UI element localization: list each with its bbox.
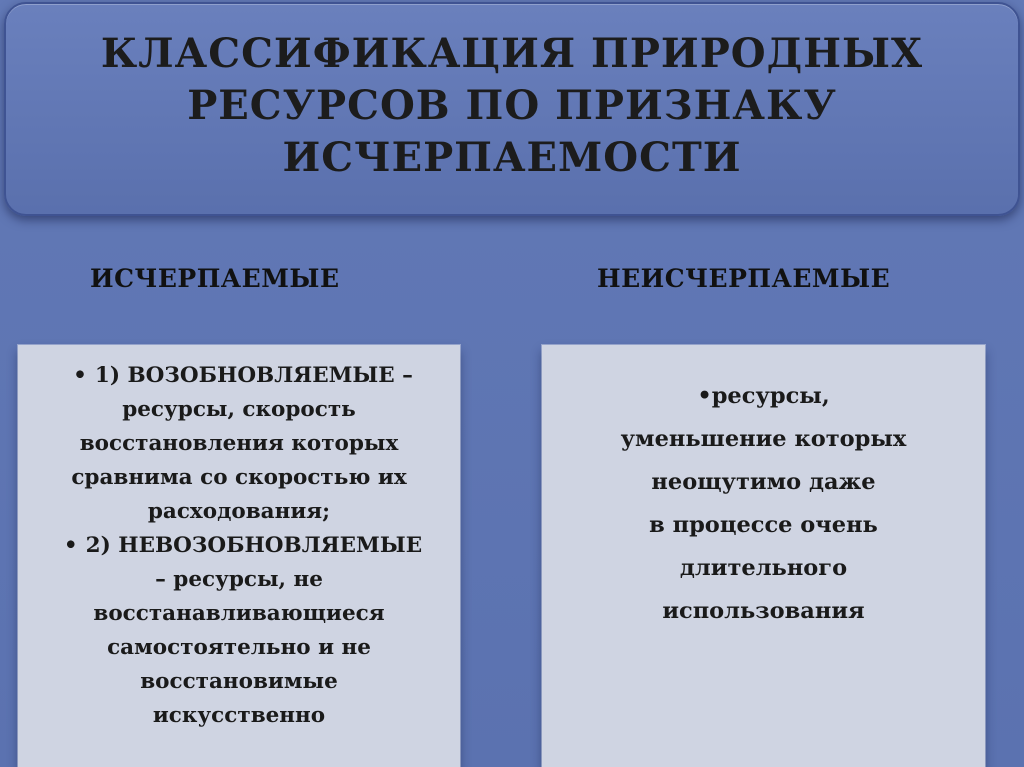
title-banner	[4, 2, 1020, 216]
item-line: уменьшение которых	[620, 426, 907, 452]
inexhaustible-heading: НЕИСЧЕРПАЕМЫЕ	[597, 264, 891, 293]
item-line: восстановления которых	[79, 431, 399, 456]
item-line: ресурсы, скорость	[122, 397, 356, 422]
item-line: – ресурсы, не	[155, 567, 323, 592]
item-line: 2) НЕВОЗОБНОВЛЯЕМЫЕ	[85, 533, 423, 558]
item-line: восстанавливающиеся	[93, 601, 385, 626]
list-item-nonrenewable	[18, 529, 460, 733]
item-line: 1) ВОЗОБНОВЛЯЕМЫЕ –	[94, 363, 413, 388]
exhaustible-panel	[18, 345, 460, 767]
item-line: восстановимые	[140, 669, 338, 694]
slide-title	[101, 28, 923, 184]
inexhaustible-description	[542, 345, 985, 767]
exhaustible-heading: ИСЧЕРПАЕМЫЕ	[90, 264, 340, 293]
item-line: расходования;	[147, 499, 331, 524]
inexhaustible-panel	[542, 345, 985, 767]
bullet-icon: •	[697, 383, 712, 409]
item-line: ресурсы,	[711, 383, 830, 409]
exhaustible-list	[18, 345, 460, 767]
item-line: длительного	[679, 555, 848, 581]
title-line: ИСЧЕРПАЕМОСТИ	[282, 134, 742, 181]
item-line: искусственно	[152, 703, 326, 728]
item-line: в процессе очень	[649, 512, 878, 538]
item-line: самостоятельно и не	[107, 635, 371, 660]
item-line: использования	[662, 598, 865, 624]
list-item-renewable	[18, 359, 460, 529]
item-line: сравнима со скоростью их	[71, 465, 407, 490]
title-line: РЕСУРСОВ ПО ПРИЗНАКУ	[187, 82, 837, 129]
item-line: неощутимо даже	[651, 469, 876, 495]
title-line: КЛАССИФИКАЦИЯ ПРИРОДНЫХ	[100, 30, 924, 77]
bullet-icon: •	[63, 533, 78, 558]
bullet-icon: •	[73, 363, 87, 388]
